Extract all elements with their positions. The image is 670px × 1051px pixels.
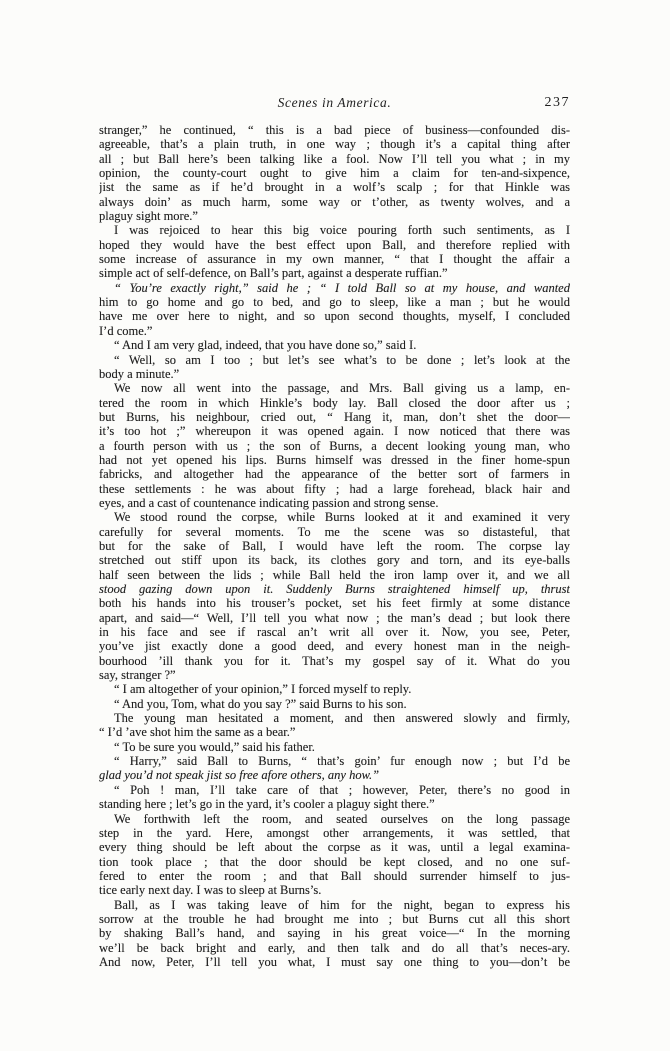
- text-line: I’d come.”: [99, 323, 153, 338]
- text-line: step in the yard. Here, amongst other arrangements, it was settled, that: [99, 825, 570, 840]
- header-title: Scenes in America.: [277, 95, 392, 110]
- text-line: standing here ; let’s go in the yard, it’s cooler a plaguy sight there.”: [99, 797, 435, 812]
- text-line: glad you’d not speak jist so free afore others, any how.”: [99, 768, 380, 783]
- text-line: fered to enter the room ; and that Ball should surrender himself to jus-: [99, 868, 570, 883]
- paragraph: [99, 338, 570, 352]
- text-line: plaguy sight more.”: [99, 209, 198, 224]
- text-line: “ And you, Tom, what do you say ?” said Burns to his son.: [114, 696, 407, 711]
- paragraph: [99, 281, 570, 338]
- text-line: “ I am altogether of your opinion,” I forced myself to reply.: [114, 682, 412, 697]
- text-line: have me over here to night, and so upon second thoughts, myself, I concluded: [99, 309, 570, 324]
- text-line: tered the room in which Hinkle’s body lay. Ball closed the door after us ;: [99, 395, 570, 410]
- text-line: We forthwith left the room, and seated ourselves on the long passage: [114, 811, 570, 826]
- text-line: bourhood ’ill thank you for it. That’s my gospel say of it. What do you: [99, 653, 570, 668]
- text-line: jist the same as if he’d brought in a wolf’s scalp ; for that Hinkle was: [99, 180, 570, 195]
- text-line: “ Poh ! man, I’ll take care of that ; however, Peter, there’s no good in: [114, 782, 570, 797]
- text-line: these settlements : he was about fifty ; had a large forehead, black hair and: [99, 481, 570, 496]
- paragraph: [99, 783, 570, 812]
- text-line: some increase of assurance in my own manner, “ that I thought the affair a: [99, 252, 570, 267]
- text-line: every thing should be left about the corpse as it was, until a legal examina-: [99, 840, 570, 855]
- paragraph: [99, 123, 570, 223]
- paragraph: [99, 812, 570, 898]
- page-text: [99, 123, 570, 969]
- text-line: “ And I am very glad, indeed, that you have done so,” said I.: [114, 338, 417, 353]
- text-line: We stood round the corpse, while Burns looked at it and examined it very: [114, 510, 570, 525]
- text-line: say, stranger ?”: [99, 668, 176, 683]
- text-line: by shaking Ball’s hand, and saying in his great voice—“ In the morning: [99, 926, 570, 941]
- text-line: half seen between the lids ; while Ball held the iron lamp over it, and we all: [99, 567, 570, 582]
- text-line: And now, Peter, I’ll tell you what, I must say one thing to you—don’t be: [99, 954, 570, 969]
- text-line: eyes, and a cast of countenance indicating passion and strong sense.: [99, 495, 439, 510]
- paragraph: [99, 510, 570, 682]
- text-line: sorrow at the trouble he had brought me into ; but Burns cut all this short: [99, 911, 570, 926]
- text-line: carefully for several moments. To me the scene was so distasteful, that: [99, 524, 570, 539]
- text-line: a fourth person with us ; the son of Burns, a decent looking young man, who: [99, 438, 570, 453]
- text-line: both his hands into his trouser’s pocket, set his feet firmly at some distance: [99, 596, 570, 611]
- text-line: “ Harry,” said Ball to Burns, “ that’s goin’ fur enough now ; but I’d be: [114, 754, 570, 769]
- text-line: We now all went into the passage, and Mrs. Ball giving us a lamp, en-: [114, 381, 570, 396]
- text-line: all ; but Ball here’s been talking like a fool. Now I’ll tell you what ; in my: [99, 151, 570, 166]
- paragraph: [99, 740, 570, 754]
- text-line: apart, and said—“ Well, I’ll tell you what now ; the man’s dead ; but look there: [99, 610, 570, 625]
- text-line: Ball, as I was taking leave of him for the night, began to express his: [114, 897, 570, 912]
- text-line: tice early next day. I was to sleep at Burns’s.: [99, 883, 322, 898]
- paragraph: [99, 898, 570, 970]
- text-line: fabricks, and altogether had the appearance of the better sort of farmers in: [99, 467, 570, 482]
- text-line: it’s too hot ;” whereupon it was opened again. I now noticed that there was: [99, 424, 570, 439]
- paragraph: [99, 754, 570, 783]
- text-line: “ Well, so am I too ; but let’s see what’s to be done ; let’s look at the: [114, 352, 570, 367]
- text-line: simple act of self-defence, on Ball’s part, against a desperate ruffian.”: [99, 266, 448, 281]
- text-line: we’ll be back bright and early, and then talk and do all that’s neces-ary.: [99, 940, 570, 955]
- paragraph: [99, 711, 570, 740]
- text-line: I was rejoiced to hear this big voice pouring forth such sentiments, as I: [114, 223, 570, 238]
- text-line: hoped they would have the best effect upon Ball, and therefore replied with: [99, 237, 570, 252]
- text-line: him to go home and go to bed, and go to sleep, like a man ; but he would: [99, 295, 570, 310]
- text-line: stretched out stiff upon its back, its clothes gory and torn, and its eye-balls: [99, 553, 570, 568]
- paragraph: [99, 223, 570, 280]
- text-line: but Burns, his neighbour, cried out, “ Hang it, man, don’t shet the door—: [99, 409, 570, 424]
- text-line: “ I’d ’ave shot him the same as a bear.”: [99, 725, 296, 740]
- running-header: [99, 94, 570, 111]
- text-line: you’ve jist exactly done a good deed, and every honest man in the neigh-: [99, 639, 570, 654]
- text-line: in his face and see if rascal an’t writ all over it. Now, you see, Peter,: [99, 625, 570, 640]
- page-number: 237: [544, 95, 570, 110]
- paragraph: [99, 381, 570, 510]
- text-line: agreeable, that’s a plain truth, in one way ; though it’s a capital thing after: [99, 137, 570, 152]
- paragraph: [99, 682, 570, 696]
- text-line: stranger,” he continued, “ this is a bad piece of business—confounded dis-: [99, 123, 570, 137]
- text-line: always doin’ as much harm, some way or t’other, as twenty wolves, and a: [99, 194, 570, 209]
- text-line: stood gazing down upon it. Suddenly Burns straightened himself up, thrust: [99, 582, 570, 596]
- text-line: “ To be sure you would,” said his father.: [114, 739, 315, 754]
- text-line: body a minute.”: [99, 366, 180, 381]
- text-line: but for the sake of Ball, I would have left the room. The corpse lay: [99, 538, 570, 553]
- text-line: had not yet opened his lips. Burns himself was dressed in the finer home-spun: [99, 452, 570, 467]
- text-line: opinion, the county-court ought to give him a claim for ten-and-sixpence,: [99, 166, 570, 181]
- text-line: “ You’re exactly right,” said he ; “ I told Ball so at my house, and wanted: [114, 280, 570, 295]
- text-line: tion took place ; that the door should be kept closed, and no one suf-: [99, 854, 570, 869]
- text-line: The young man hesitated a moment, and then answered slowly and firmly,: [114, 711, 570, 726]
- page-content: [99, 94, 570, 969]
- paragraph: [99, 697, 570, 711]
- paragraph: [99, 353, 570, 382]
